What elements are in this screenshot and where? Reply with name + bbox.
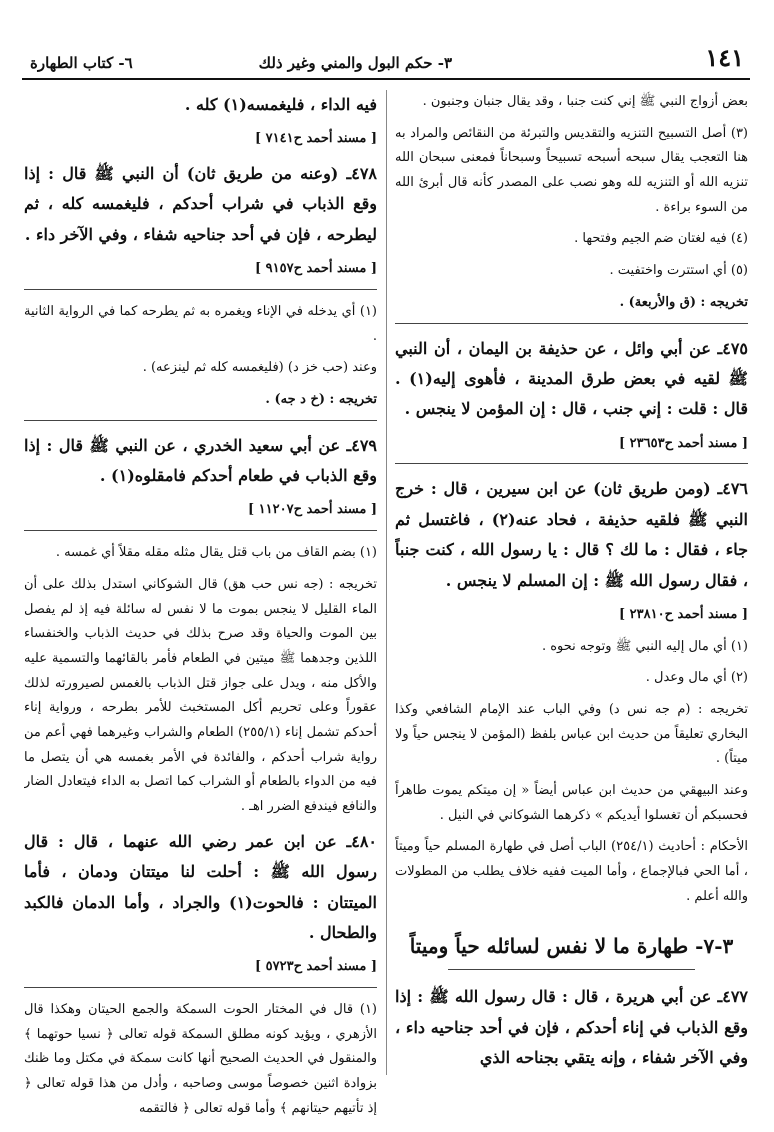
hadith-477: ٤٧٧ـ عن أبي هريرة ، قال : قال رسول الله ﷺ : إذا وقع الذباب في إناء أحدكم ، فإن في أحد جناحيه داء ، وفي الآخر شفاء ، وإنه يتقي بجناحه الذي: [395, 987, 748, 1068]
section-separator: [395, 323, 748, 324]
footnote-text: (١) أي مال إليه النبي ﷺ وتوجه نحوه .: [541, 638, 748, 654]
section-separator: [24, 987, 377, 988]
page-number: ١٤١: [705, 43, 744, 72]
takhrij-text: تخريجه : (جه نس حب هق) قال الشوكاني استدل بذلك على أن الماء القليل لا ينجس بموت ما لا نفس له سائلة فيه إذ لم يفصل بين الموت والحياة وقد صرح بذلك في حديث الذباب والخنفساء اللذين وجدهما ﷺ ميتين في الطعام فأمر بالقائهما والتسمية عليه والأكل منه ، ويدل على جواز قتل الذباب بالغمس لصيرورته لذلك عقوراً وعلى تحريم أكل المستخبث للأمر بطرحه ، ورواية إناء أحدكم تشمل إناء (٢٥٥/١) الطعام والشراب وغيرهما فهي أعم من رواية شراب أحدكم ، والفائدة في الأمر بغمسه هي أن يتصل ما فيه من الدواء بالطعام أو الشراب كما اتصل به الداء فيتعادل الضار والنافع فيندفع الضرر اهـ .: [24, 576, 377, 815]
hadith-source: [ مسند أحمد ح٢٣٨١٠ ]: [618, 606, 748, 622]
footnote-text: (٣) أصل التسبيح التنزيه والتقديس والتبرئة من النقائص والمراد به هنا التعجب يقال سبحه أسبحه تسبيحاً وسبحاناً فمعنى سبحان الله تنزيه الله أو التنزيه لله وهو نصب على المصدر كأنه قال أبرئ الله من السوء براءة .: [395, 125, 748, 215]
hadith-source: [ مسند أحمد ح١١٢٠٧ ]: [247, 502, 377, 518]
section-separator: [24, 289, 377, 290]
footnote-text: (٢) أي مال وعدل .: [645, 670, 748, 686]
hadith-source: [ مسند أحمد ح٥٧٢٣ ]: [254, 959, 377, 975]
hadith-478: ٤٧٨ـ (وعنه من طريق ثان) أن النبي ﷺ قال : إذا وقع الذباب في شراب أحدكم ، فليغمسه كله ، ثم ليطرحه ، فإن في أحد جناحيه شفاء ، وفي الآخر داء .: [24, 164, 377, 244]
commentary-text: وعند البيهقي من حديث ابن عباس أيضاً « إن ميتكم يموت طاهراً فحسبكم أن تغسلوا أيديكم » ذكرهما الشوكاني في النيل .: [395, 783, 748, 823]
section-separator: [24, 420, 377, 421]
hadith-477-continued: فيه الداء ، فليغمسه(١) كله .: [184, 95, 377, 114]
footnote-text: وعند (حب خز د) (فليغمسه كله ثم لينزعه) .: [142, 360, 377, 376]
takhrij-line: تخريجه : (خ د جه) .: [265, 392, 377, 407]
footnote-text: (٥) أي استترت واختفيت .: [609, 263, 748, 279]
section-separator: [395, 463, 748, 464]
hadith-source: [ مسند أحمد ح٢٣٦٥٣ ]: [618, 435, 748, 451]
chapter-heading: ٣-٧- طهارة ما لا نفس لسائله حياً وميتاً: [395, 927, 748, 970]
takhrij-text: تخريجه : (م جه نس د) وفي الباب عند الإمام الشافعي وكذا البخاري تعليقاً من حديث ابن عباس بلفظ (المؤمن لا ينجس حياً ولا ميتاً) .: [395, 701, 748, 767]
footnote-text: (١) أي يدخله في الإناء ويغمره به ثم يطرحه كما في الرواية الثانية .: [24, 303, 377, 344]
section-separator: [24, 530, 377, 531]
book-title: ٦- كتاب الطهارة: [30, 54, 133, 72]
running-header: [22, 44, 750, 80]
hadith-476: ٤٧٦ـ (ومن طريق ثان) عن ابن سيرين ، قال : خرج النبي ﷺ فلقيه حذيفة ، فحاد عنه(٢) ، فاغتسل ثم جاء ، فقال : ما لك ؟ قال : يا رسول الله ، كنت جنباً ، فقال رسول الله ﷺ : إن المسلم لا ينجس .: [395, 479, 748, 590]
footnote-text: (١) بضم القاف من باب قتل يقال مثله مقله مقلاً أي غمسه .: [55, 545, 377, 561]
footnote-text: (١) قال في المختار الحوت السمكة والجمع الحيتان وهكذا قال الأزهري ، ويؤيد كونه مطلق السمكة قوله تعالى ﴿ نسيا حوتهما ﴾ والمنقول في الحديث الصحيح أنها كانت سمكة في مكتل وما ظنك بزوادة اثنين خصوصاً موسى وصاحبه ، وأدل من هذا قوله تعالى ﴿ إذ تأتيهم حيتانهم ﴾ وأما قوله تعالى ﴿ فالتقمه: [24, 1001, 377, 1116]
section-title: ٣- حكم البول والمني وغير ذلك: [258, 54, 452, 72]
ahkam-text: الأحكام : أحاديث (٢٥٤/١) الباب أصل في طهارة المسلم حياً وميتاً ، أما الحي فبالإجماع ، وأما الميت ففيه خلاف يطلب من المطولات والله أعلم .: [395, 839, 748, 904]
footnote-text: بعض أزواج النبي ﷺ إني كنت جنبا ، وقد يقال جنبان وجنبون .: [422, 94, 748, 109]
hadith-479: ٤٧٩ـ عن أبي سعيد الخدري ، عن النبي ﷺ قال : إذا وقع الذباب في طعام أحدكم فامقلوه(١) .: [24, 435, 377, 486]
left-column: [24, 90, 377, 1120]
footnote-text: (٤) فيه لغتان ضم الجيم وفتحها .: [574, 231, 748, 247]
column-divider: [386, 90, 387, 1075]
takhrij-line: تخريجه : (ق والأربعة) .: [619, 294, 748, 310]
hadith-480: ٤٨٠ـ عن ابن عمر رضي الله عنهما ، قال : قال رسول الله ﷺ : أحلت لنا ميتتان ودمان ، فأما الميتتان : فالحوت(١) والجراد ، وأما الدمان فالكبد والطحال .: [24, 831, 377, 942]
hadith-475: ٤٧٥ـ عن أبي وائل ، عن حذيفة بن اليمان ، أن النبي ﷺ لقيه في بعض طرق المدينة ، فأهوى إليه(١) . قال : قلت : إني جنب ، قال : إن المؤمن لا ينجس .: [395, 338, 748, 419]
hadith-source: [ مسند أحمد ح٧١٤١ ]: [254, 131, 377, 147]
hadith-source: [ مسند أحمد ح٩١٥٧ ]: [254, 261, 377, 277]
right-column: [395, 90, 748, 1120]
